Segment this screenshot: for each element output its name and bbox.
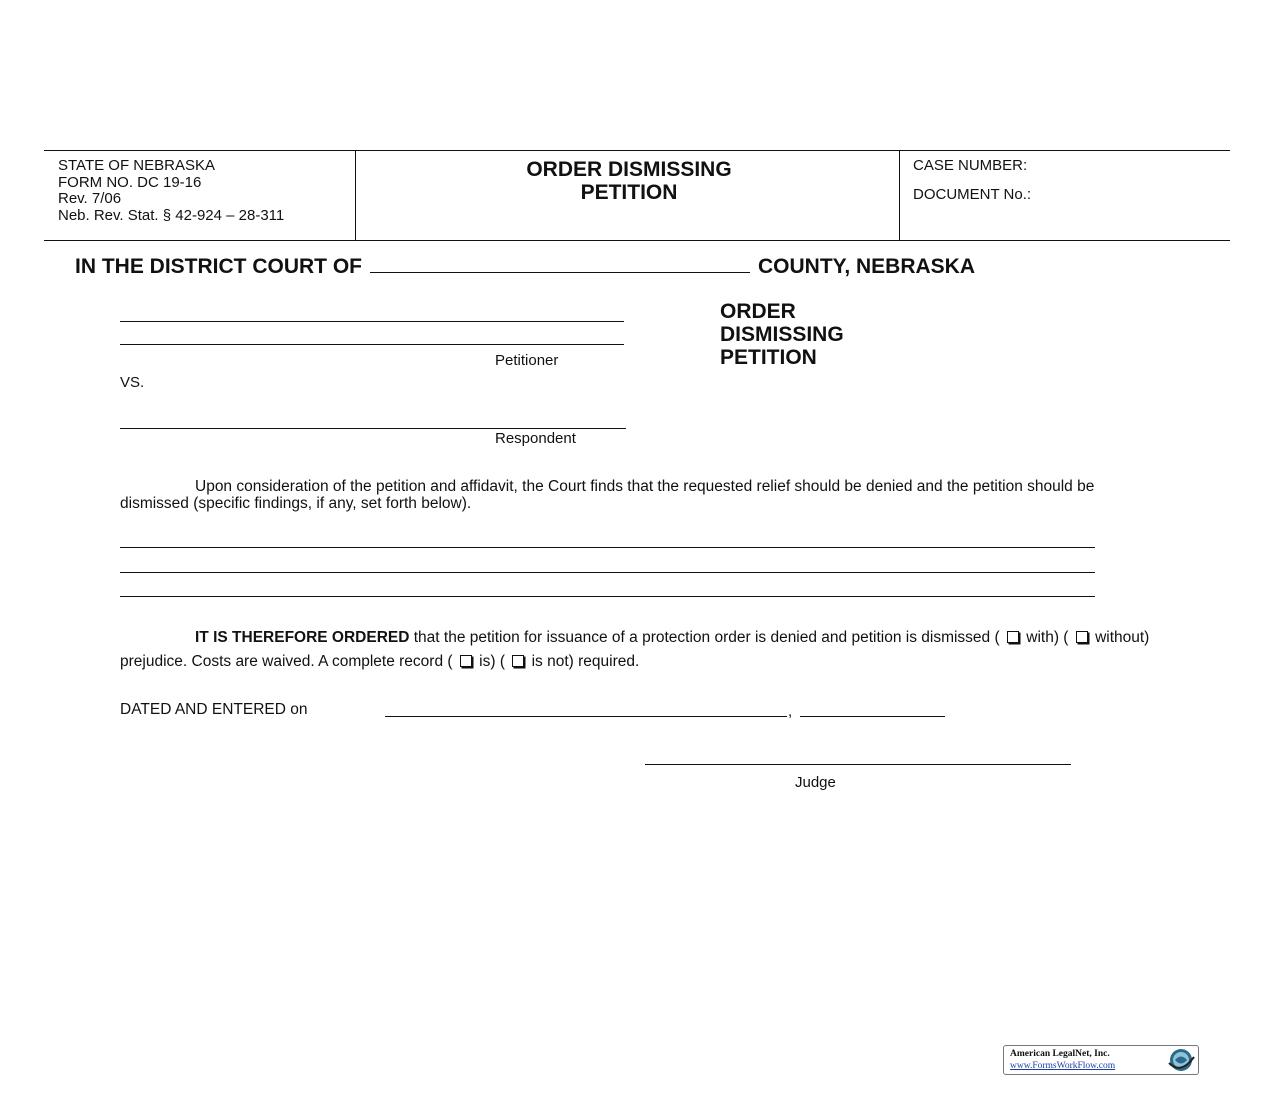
with-prejudice-checkbox[interactable] [1007, 631, 1019, 643]
findings-text: Upon consideration of the petition and affidavit, the Court finds that the requested relief should be denied and the petition should be dismissed (specific findings, if any, set forth below). [120, 478, 1095, 512]
record-required-checkbox[interactable] [460, 655, 472, 667]
petitioner-label: Petitioner [495, 352, 559, 369]
petitioner-name-line-2[interactable] [120, 344, 624, 345]
case-info [913, 157, 1031, 215]
logo-company: American LegalNet, Inc. [1010, 1049, 1110, 1059]
order-paragraph: IT IS THEREFORE ORDERED that the petition for issuance of a protection order is denied and petition is dismissed ( with) ( without) prejudice. Costs are waived. A complete record ( is) ( is not) required. [120, 629, 1150, 670]
form-number: FORM NO. DC 19-16 [58, 173, 202, 191]
county-blank[interactable] [370, 254, 750, 273]
case-number-label: CASE NUMBER: [913, 157, 1028, 174]
court-heading [75, 254, 975, 279]
record-not-required-checkbox[interactable] [512, 655, 524, 667]
document-number-label: DOCUMENT No.: [913, 186, 1032, 203]
date-line[interactable] [385, 716, 787, 717]
date-comma: , [788, 703, 793, 720]
year-line[interactable] [800, 716, 945, 717]
logo-url[interactable]: www.FormsWorkFlow.com [1010, 1061, 1116, 1071]
revision: Rev. 7/06 [58, 190, 122, 207]
findings-paragraph [120, 478, 1160, 512]
header-top-rule [44, 150, 1230, 151]
caption-title-line3: PETITION [720, 346, 817, 369]
caption-title-line2: DISMISSING [720, 323, 844, 346]
judge-label: Judge [795, 774, 836, 791]
caption-title [720, 300, 844, 369]
dated-label: DATED AND ENTERED on [120, 701, 308, 718]
court-suffix: COUNTY, NEBRASKA [758, 255, 976, 278]
vs-label: VS. [120, 374, 145, 391]
findings-line-2[interactable] [120, 572, 1095, 573]
petitioner-name-line-1[interactable] [120, 321, 624, 322]
header-divider-left [355, 150, 356, 240]
header-bottom-rule [44, 240, 1230, 241]
statute-reference: Neb. Rev. Stat. § 42-924 – 28-311 [58, 206, 285, 224]
judge-signature-line[interactable] [645, 764, 1071, 765]
respondent-name-line[interactable] [120, 428, 626, 429]
findings-line-3[interactable] [120, 596, 1095, 597]
header-title-line1: ORDER DISMISSING [526, 158, 732, 181]
form-identification [58, 158, 348, 224]
globe-icon [1166, 1047, 1196, 1073]
court-prefix: IN THE DISTRICT COURT OF [75, 255, 362, 278]
header-title [358, 158, 900, 204]
state-label: STATE OF NEBRASKA [58, 157, 215, 174]
respondent-label: Respondent [495, 430, 576, 447]
american-legalnet-logo [1003, 1045, 1199, 1075]
findings-line-1[interactable] [120, 547, 1095, 548]
without-prejudice-checkbox[interactable] [1076, 631, 1088, 643]
order-lead: IT IS THEREFORE ORDERED [195, 629, 410, 646]
header-title-line2: PETITION [580, 181, 678, 204]
caption-title-line1: ORDER [720, 300, 796, 323]
